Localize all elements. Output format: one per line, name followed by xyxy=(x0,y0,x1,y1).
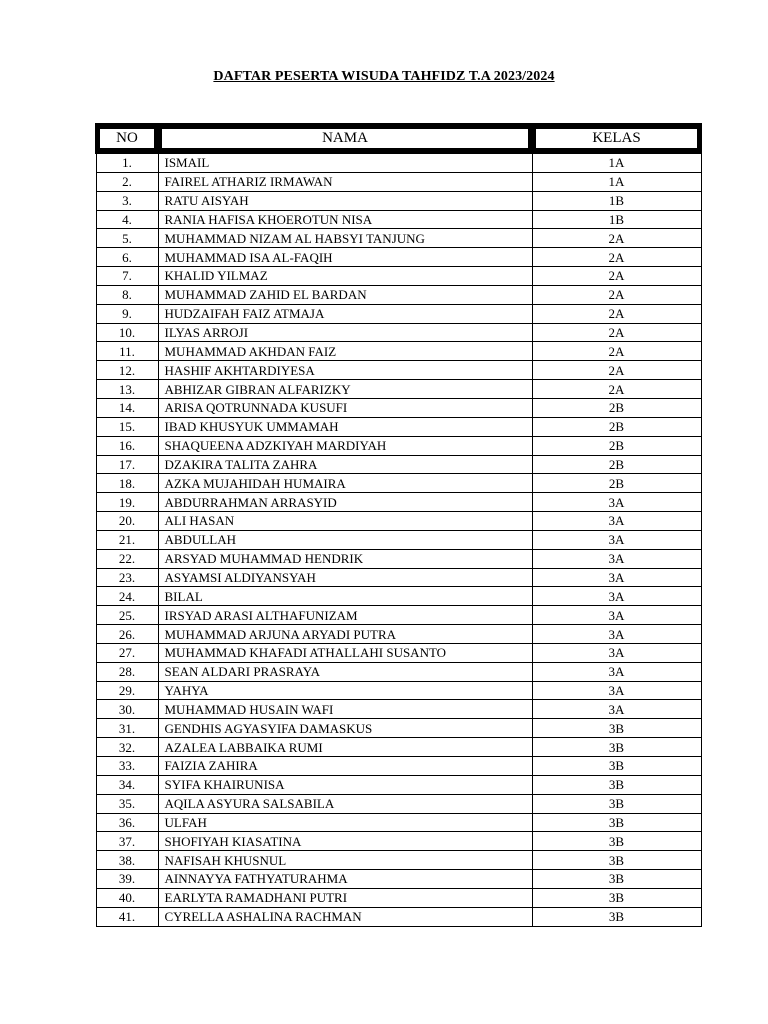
nama-cell: NAFISAH KHUSNUL xyxy=(158,851,532,870)
no-cell: 32. xyxy=(96,738,158,757)
table-row xyxy=(96,757,701,776)
table-row xyxy=(96,210,701,229)
column-header-nama-label: NAMA xyxy=(161,128,529,149)
no-cell: 19. xyxy=(96,493,158,512)
no-cell: 2. xyxy=(96,172,158,191)
table-row xyxy=(96,323,701,342)
kelas-cell: 3A xyxy=(532,606,701,625)
no-cell: 35. xyxy=(96,794,158,813)
table-row xyxy=(96,436,701,455)
kelas-cell: 3B xyxy=(532,738,701,757)
nama-cell: ABHIZAR GIBRAN ALFARIZKY xyxy=(158,380,532,399)
no-cell: 10. xyxy=(96,323,158,342)
nama-cell: RATU AISYAH xyxy=(158,191,532,210)
kelas-cell: 2B xyxy=(532,398,701,417)
table-row xyxy=(96,870,701,889)
no-cell: 1. xyxy=(96,153,158,172)
table-row xyxy=(96,606,701,625)
table-row xyxy=(96,172,701,191)
table-row xyxy=(96,794,701,813)
no-cell: 22. xyxy=(96,549,158,568)
table-row xyxy=(96,285,701,304)
table-row xyxy=(96,248,701,267)
kelas-cell: 3B xyxy=(532,870,701,889)
table-row xyxy=(96,643,701,662)
nama-cell: SYIFA KHAIRUNISA xyxy=(158,775,532,794)
nama-cell: IRSYAD ARASI ALTHAFUNIZAM xyxy=(158,606,532,625)
no-cell: 36. xyxy=(96,813,158,832)
kelas-cell: 3B xyxy=(532,794,701,813)
kelas-cell: 2B xyxy=(532,455,701,474)
table-row xyxy=(96,888,701,907)
no-cell: 33. xyxy=(96,757,158,776)
nama-cell: EARLYTA RAMADHANI PUTRI xyxy=(158,888,532,907)
kelas-cell: 3A xyxy=(532,530,701,549)
kelas-cell: 3B xyxy=(532,832,701,851)
nama-cell: YAHYA xyxy=(158,681,532,700)
nama-cell: AQILA ASYURA SALSABILA xyxy=(158,794,532,813)
kelas-cell: 3B xyxy=(532,813,701,832)
nama-cell: ASYAMSI ALDIYANSYAH xyxy=(158,568,532,587)
kelas-cell: 2A xyxy=(532,323,701,342)
table-row xyxy=(96,625,701,644)
no-cell: 34. xyxy=(96,775,158,794)
table-row xyxy=(96,851,701,870)
column-header-kelas xyxy=(532,124,701,153)
no-cell: 13. xyxy=(96,380,158,399)
nama-cell: ILYAS ARROJI xyxy=(158,323,532,342)
column-header-no xyxy=(96,124,158,153)
no-cell: 5. xyxy=(96,229,158,248)
table-row xyxy=(96,907,701,926)
no-cell: 38. xyxy=(96,851,158,870)
table-row xyxy=(96,587,701,606)
kelas-cell: 3A xyxy=(532,700,701,719)
nama-cell: MUHAMMAD KHAFADI ATHALLAHI SUSANTO xyxy=(158,643,532,662)
table-row xyxy=(96,267,701,286)
kelas-cell: 3A xyxy=(532,512,701,531)
no-cell: 27. xyxy=(96,643,158,662)
page-title: DAFTAR PESERTA WISUDA TAHFIDZ T.A 2023/2024 xyxy=(213,69,555,84)
kelas-cell: 2A xyxy=(532,285,701,304)
no-cell: 16. xyxy=(96,436,158,455)
table-row xyxy=(96,342,701,361)
nama-cell: ARISA QOTRUNNADA KUSUFI xyxy=(158,398,532,417)
table-row xyxy=(96,530,701,549)
kelas-cell: 2A xyxy=(532,229,701,248)
nama-cell: SEAN ALDARI PRASRAYA xyxy=(158,662,532,681)
kelas-cell: 3B xyxy=(532,719,701,738)
kelas-cell: 1A xyxy=(532,153,701,172)
nama-cell: ARSYAD MUHAMMAD HENDRIK xyxy=(158,549,532,568)
no-cell: 15. xyxy=(96,417,158,436)
table-row xyxy=(96,775,701,794)
nama-cell: ABDURRAHMAN ARRASYID xyxy=(158,493,532,512)
table-body xyxy=(96,153,701,926)
kelas-cell: 3B xyxy=(532,907,701,926)
no-cell: 6. xyxy=(96,248,158,267)
table-row xyxy=(96,738,701,757)
kelas-cell: 2A xyxy=(532,248,701,267)
kelas-cell: 2A xyxy=(532,361,701,380)
nama-cell: GENDHIS AGYASYIFA DAMASKUS xyxy=(158,719,532,738)
column-header-nama xyxy=(158,124,532,153)
nama-cell: ISMAIL xyxy=(158,153,532,172)
table-row xyxy=(96,512,701,531)
no-cell: 31. xyxy=(96,719,158,738)
nama-cell: AINNAYYA FATHYATURAHMA xyxy=(158,870,532,889)
table-row xyxy=(96,398,701,417)
nama-cell: MUHAMMAD AKHDAN FAIZ xyxy=(158,342,532,361)
no-cell: 12. xyxy=(96,361,158,380)
kelas-cell: 3A xyxy=(532,681,701,700)
kelas-cell: 3A xyxy=(532,643,701,662)
table-row xyxy=(96,681,701,700)
nama-cell: SHOFIYAH KIASATINA xyxy=(158,832,532,851)
nama-cell: AZALEA LABBAIKA RUMI xyxy=(158,738,532,757)
participants-table xyxy=(95,123,702,927)
table-row xyxy=(96,361,701,380)
table-row xyxy=(96,380,701,399)
kelas-cell: 2A xyxy=(532,304,701,323)
nama-cell: KHALID YILMAZ xyxy=(158,267,532,286)
kelas-cell: 3A xyxy=(532,549,701,568)
nama-cell: HASHIF AKHTARDIYESA xyxy=(158,361,532,380)
kelas-cell: 2A xyxy=(532,380,701,399)
nama-cell: SHAQUEENA ADZKIYAH MARDIYAH xyxy=(158,436,532,455)
nama-cell: BILAL xyxy=(158,587,532,606)
no-cell: 21. xyxy=(96,530,158,549)
nama-cell: MUHAMMAD HUSAIN WAFI xyxy=(158,700,532,719)
kelas-cell: 3A xyxy=(532,493,701,512)
nama-cell: ABDULLAH xyxy=(158,530,532,549)
no-cell: 9. xyxy=(96,304,158,323)
kelas-cell: 1B xyxy=(532,210,701,229)
nama-cell: FAIREL ATHARIZ IRMAWAN xyxy=(158,172,532,191)
no-cell: 39. xyxy=(96,870,158,889)
table-row xyxy=(96,700,701,719)
nama-cell: ALI HASAN xyxy=(158,512,532,531)
table-header-row xyxy=(96,124,701,153)
no-cell: 7. xyxy=(96,267,158,286)
table-row xyxy=(96,813,701,832)
no-cell: 41. xyxy=(96,907,158,926)
no-cell: 23. xyxy=(96,568,158,587)
nama-cell: RANIA HAFISA KHOEROTUN NISA xyxy=(158,210,532,229)
nama-cell: MUHAMMAD ARJUNA ARYADI PUTRA xyxy=(158,625,532,644)
kelas-cell: 2A xyxy=(532,342,701,361)
no-cell: 14. xyxy=(96,398,158,417)
no-cell: 29. xyxy=(96,681,158,700)
nama-cell: FAIZIA ZAHIRA xyxy=(158,757,532,776)
kelas-cell: 2B xyxy=(532,436,701,455)
table-row xyxy=(96,153,701,172)
no-cell: 17. xyxy=(96,455,158,474)
kelas-cell: 3B xyxy=(532,851,701,870)
kelas-cell: 3B xyxy=(532,775,701,794)
nama-cell: MUHAMMAD ISA AL-FAQIH xyxy=(158,248,532,267)
kelas-cell: 3A xyxy=(532,625,701,644)
table-row xyxy=(96,493,701,512)
table-row xyxy=(96,549,701,568)
no-cell: 26. xyxy=(96,625,158,644)
no-cell: 24. xyxy=(96,587,158,606)
table-row xyxy=(96,191,701,210)
table-row xyxy=(96,229,701,248)
kelas-cell: 3A xyxy=(532,662,701,681)
kelas-cell: 3B xyxy=(532,757,701,776)
table-row xyxy=(96,568,701,587)
nama-cell: MUHAMMAD ZAHID EL BARDAN xyxy=(158,285,532,304)
no-cell: 25. xyxy=(96,606,158,625)
no-cell: 20. xyxy=(96,512,158,531)
nama-cell: HUDZAIFAH FAIZ ATMAJA xyxy=(158,304,532,323)
table-row xyxy=(96,719,701,738)
no-cell: 30. xyxy=(96,700,158,719)
table-row xyxy=(96,417,701,436)
kelas-cell: 2B xyxy=(532,474,701,493)
table-row xyxy=(96,832,701,851)
no-cell: 3. xyxy=(96,191,158,210)
table-row xyxy=(96,662,701,681)
kelas-cell: 2A xyxy=(532,267,701,286)
no-cell: 28. xyxy=(96,662,158,681)
nama-cell: MUHAMMAD NIZAM AL HABSYI TANJUNG xyxy=(158,229,532,248)
no-cell: 40. xyxy=(96,888,158,907)
nama-cell: DZAKIRA TALITA ZAHRA xyxy=(158,455,532,474)
nama-cell: AZKA MUJAHIDAH HUMAIRA xyxy=(158,474,532,493)
kelas-cell: 1B xyxy=(532,191,701,210)
no-cell: 37. xyxy=(96,832,158,851)
table-row xyxy=(96,304,701,323)
no-cell: 8. xyxy=(96,285,158,304)
no-cell: 4. xyxy=(96,210,158,229)
kelas-cell: 2B xyxy=(532,417,701,436)
table-header xyxy=(96,124,701,153)
kelas-cell: 3A xyxy=(532,587,701,606)
table-row xyxy=(96,455,701,474)
column-header-kelas-label: KELAS xyxy=(535,128,698,149)
nama-cell: IBAD KHUSYUK UMMAMAH xyxy=(158,417,532,436)
nama-cell: ULFAH xyxy=(158,813,532,832)
column-header-no-label: NO xyxy=(99,128,155,149)
nama-cell: CYRELLA ASHALINA RACHMAN xyxy=(158,907,532,926)
table-row xyxy=(96,474,701,493)
no-cell: 18. xyxy=(96,474,158,493)
kelas-cell: 1A xyxy=(532,172,701,191)
kelas-cell: 3B xyxy=(532,888,701,907)
kelas-cell: 3A xyxy=(532,568,701,587)
no-cell: 11. xyxy=(96,342,158,361)
